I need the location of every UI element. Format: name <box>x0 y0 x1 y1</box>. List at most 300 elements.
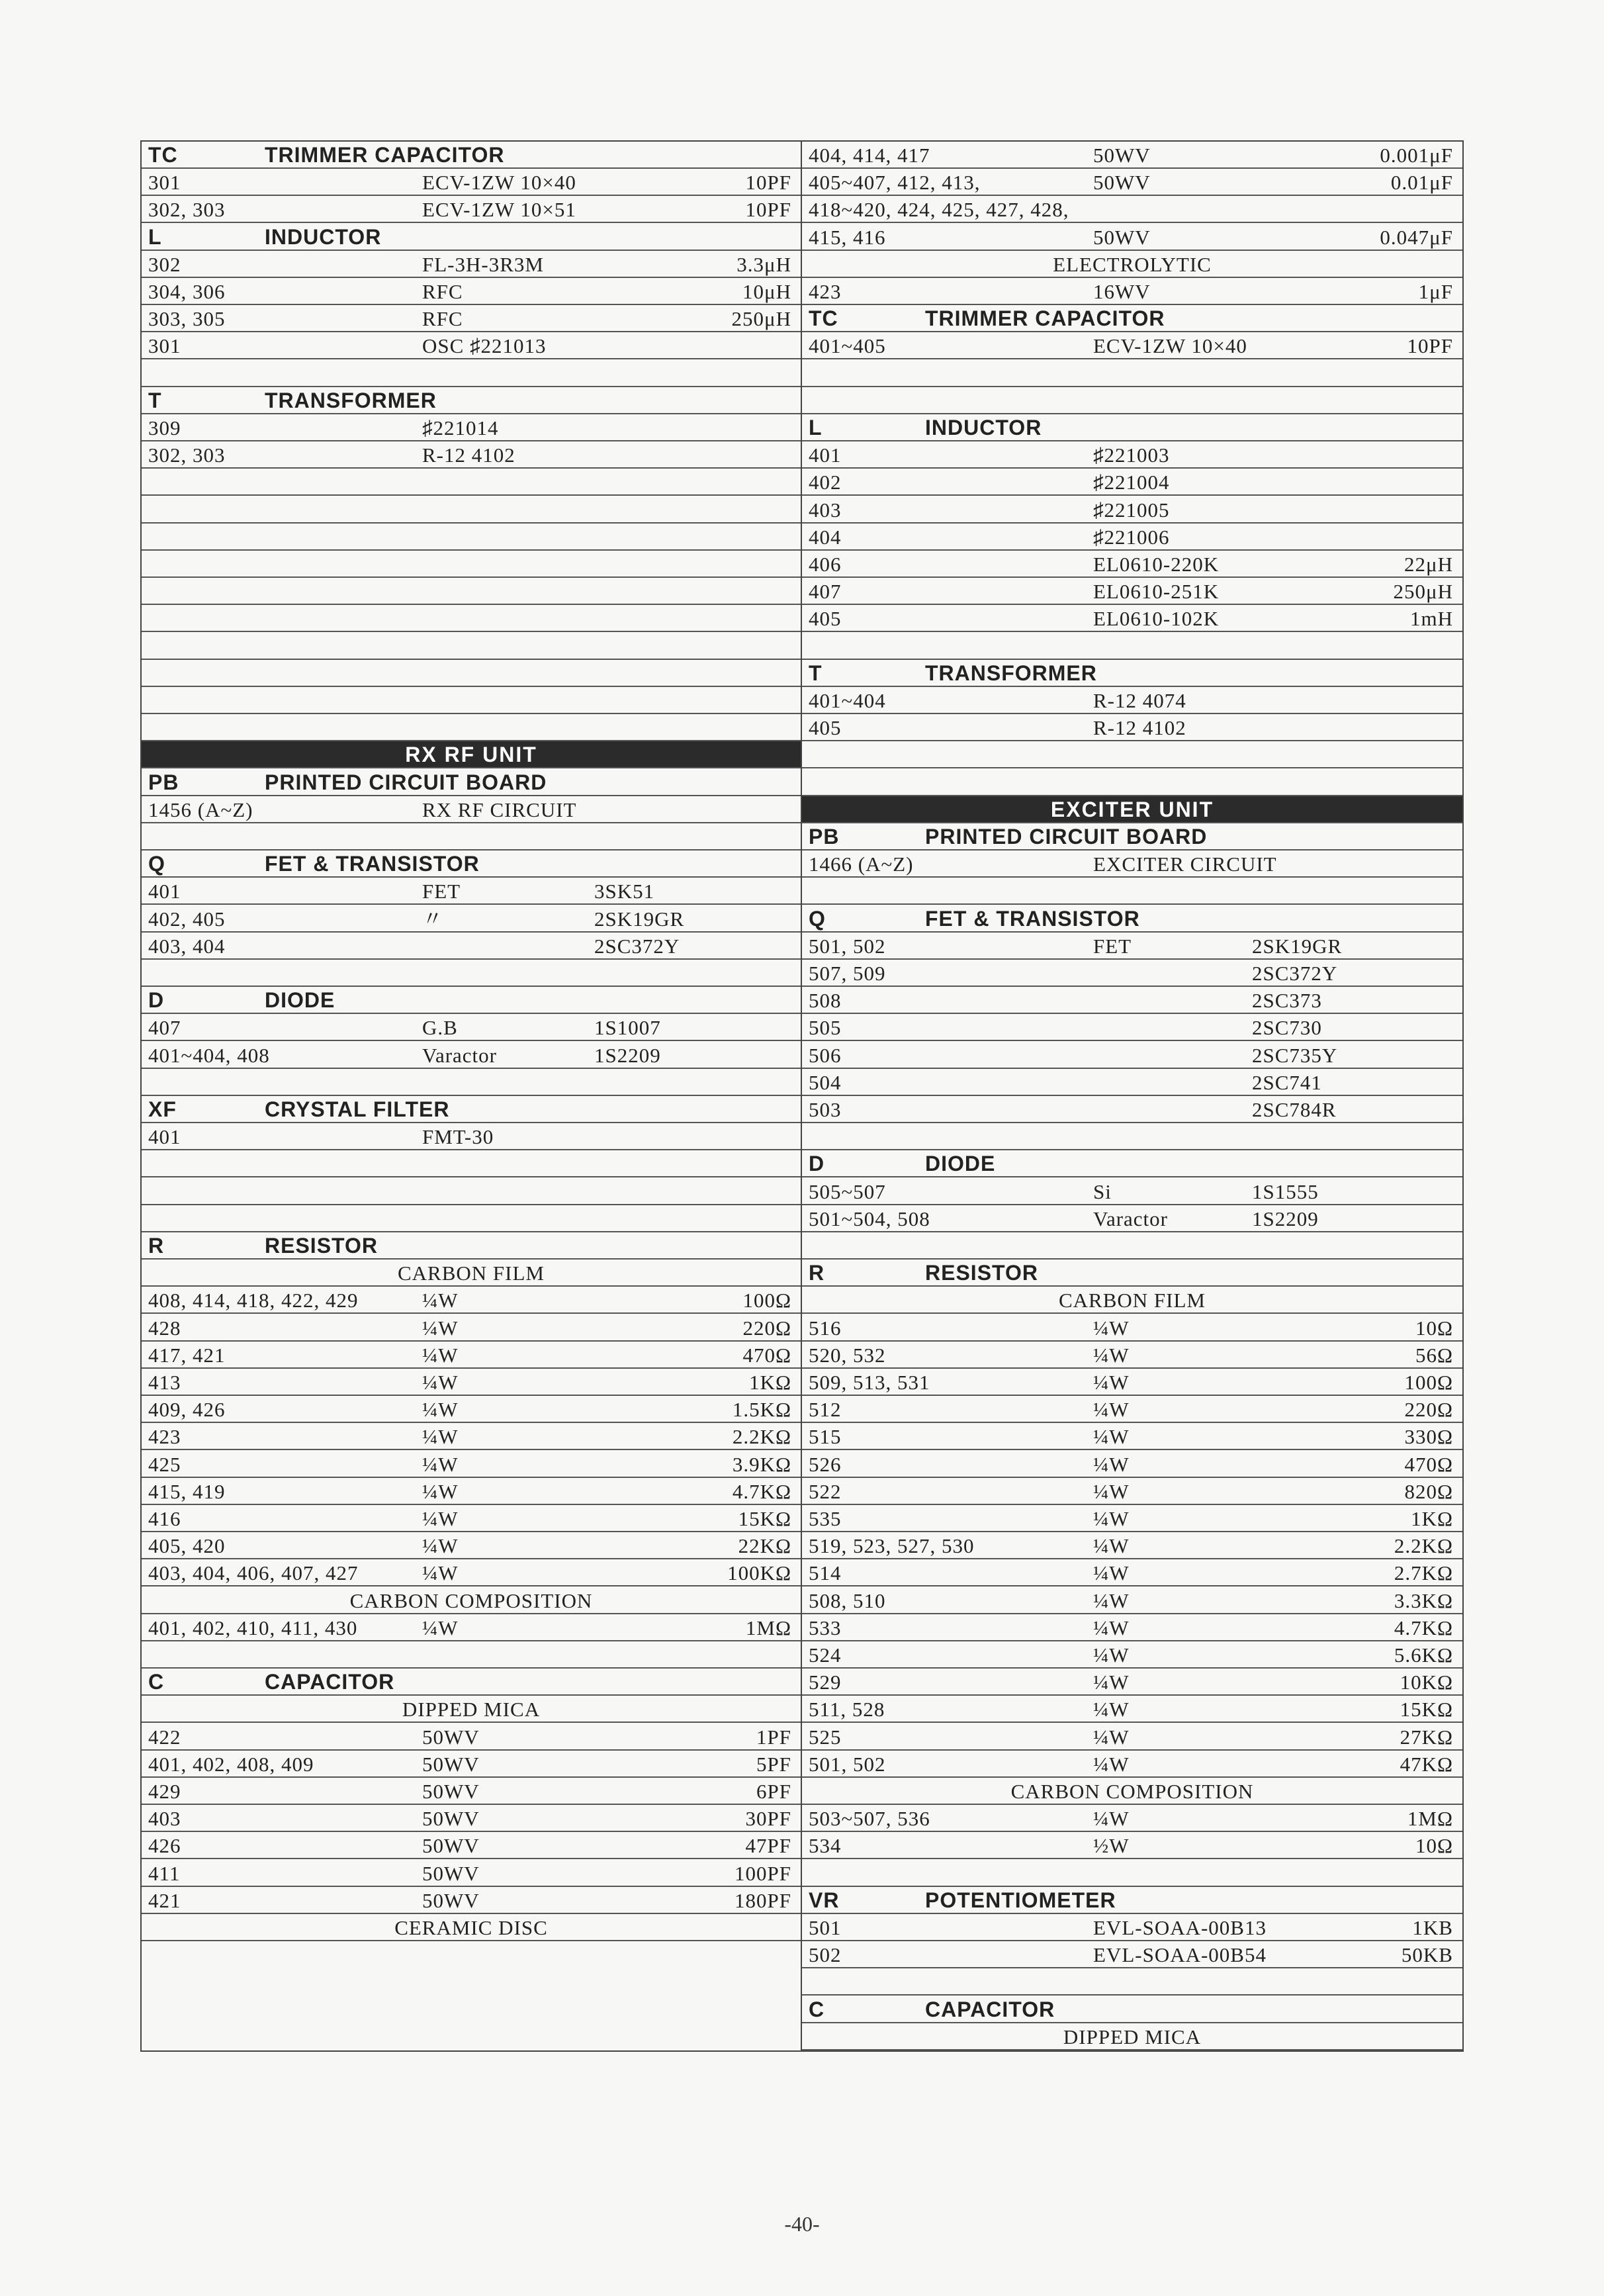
part-value: 2.7KΩ <box>1394 1561 1453 1585</box>
component-subtype-row <box>142 1587 801 1614</box>
part-ref: 529 <box>809 1671 842 1694</box>
part-ref: 405 <box>809 607 842 631</box>
part-ref: 403 <box>809 498 842 522</box>
part-value: 1mH <box>1410 607 1453 631</box>
component-subtype-row <box>142 1696 801 1723</box>
part-ref: 405~407, 412, 413, <box>809 171 981 195</box>
part-value: 470Ω <box>1404 1452 1453 1476</box>
part-row <box>142 1396 801 1423</box>
part-ref: 506 <box>809 1043 842 1067</box>
part-ref: 501 <box>809 1916 842 1939</box>
part-ref: 404 <box>809 525 842 549</box>
part-value: 1.5KΩ <box>732 1398 791 1422</box>
part-value: 2.2KΩ <box>1394 1534 1453 1558</box>
part-row <box>142 1314 801 1342</box>
part-ref: 501, 502 <box>809 1752 886 1776</box>
part-ref: 401, 402, 408, 409 <box>148 1752 314 1776</box>
component-subtype: DIPPED MICA <box>1063 2025 1202 2048</box>
part-spec: ¼W <box>422 1289 459 1312</box>
part-ref: 404, 414, 417 <box>809 144 930 167</box>
part-ref: 534 <box>809 1834 842 1858</box>
part-row <box>142 1559 801 1586</box>
part-ref: 524 <box>809 1643 842 1667</box>
part-spec: 50WV <box>422 1752 480 1776</box>
part-type: 2SC784R <box>1252 1098 1337 1121</box>
part-spec: 50WV <box>1093 144 1151 167</box>
part-row <box>142 633 801 660</box>
part-value: 100KΩ <box>727 1561 791 1585</box>
part-spec: ¼W <box>1093 1725 1130 1749</box>
part-ref: 421 <box>148 1888 181 1912</box>
component-subtype-row <box>142 1914 801 1941</box>
component-subtype: CERAMIC DISC <box>394 1916 548 1939</box>
part-ref: 302, 303 <box>148 198 226 222</box>
part-spec: ¼W <box>422 1343 459 1367</box>
part-spec: ¼W <box>422 1316 459 1340</box>
category-header-row <box>142 1096 801 1123</box>
part-row <box>802 1205 1462 1232</box>
part-row <box>802 332 1462 359</box>
part-ref: 428 <box>148 1316 181 1340</box>
part-type: 2SC373 <box>1252 989 1322 1013</box>
part-spec: ¼W <box>1093 1807 1130 1831</box>
part-spec: EL0610-102K <box>1093 607 1220 631</box>
part-row <box>802 605 1462 632</box>
part-row <box>802 387 1462 414</box>
part-row <box>802 960 1462 987</box>
part-row <box>142 1287 801 1314</box>
part-ref: 508 <box>809 989 842 1013</box>
part-value: 1KΩ <box>1411 1507 1453 1530</box>
part-ref: 1466 (A~Z) <box>809 852 914 876</box>
part-value: 10PF <box>745 171 791 195</box>
part-spec: RX RF CIRCUIT <box>422 798 577 821</box>
category-name: CAPACITOR <box>265 1670 395 1694</box>
category-name: INDUCTOR <box>265 224 382 249</box>
part-type: 2SK19GR <box>594 907 685 931</box>
part-ref: 507, 509 <box>809 962 886 985</box>
category-code: PB <box>148 770 179 794</box>
part-type: 1S1007 <box>594 1016 661 1040</box>
part-ref: 401~404, 408 <box>148 1043 270 1067</box>
part-spec: RFC <box>422 307 463 331</box>
part-value: 3.9KΩ <box>732 1452 791 1476</box>
part-ref: 309 <box>148 416 181 439</box>
part-row <box>802 551 1462 578</box>
part-ref: 402, 405 <box>148 907 226 931</box>
part-spec: ¼W <box>422 1398 459 1422</box>
part-ref: 520, 532 <box>809 1343 886 1367</box>
part-ref: 416 <box>148 1507 181 1530</box>
part-row <box>802 987 1462 1014</box>
part-type: 1S2209 <box>1252 1207 1319 1230</box>
part-row <box>142 196 801 223</box>
parts-list-table <box>140 140 1464 2052</box>
part-ref: 505~507 <box>809 1179 886 1203</box>
part-row <box>802 769 1462 796</box>
part-value: 100PF <box>735 1861 791 1885</box>
part-spec: ¼W <box>422 1561 459 1585</box>
part-ref: 406 <box>809 553 842 576</box>
part-ref: 504 <box>809 1070 842 1094</box>
part-ref: 509, 513, 531 <box>809 1371 930 1394</box>
part-value: 47KΩ <box>1400 1752 1453 1776</box>
unit-title: RX RF UNIT <box>405 743 537 767</box>
category-name: FET & TRANSISTOR <box>265 852 480 876</box>
part-row <box>802 1641 1462 1669</box>
category-header-row <box>142 987 801 1014</box>
part-value: 10μH <box>742 280 791 303</box>
part-spec: ♯221014 <box>422 416 499 439</box>
part-row <box>802 142 1462 169</box>
part-spec: ¼W <box>1093 1398 1130 1422</box>
part-value: 22μH <box>1404 553 1453 576</box>
part-row <box>142 1751 801 1778</box>
category-name: RESISTOR <box>265 1234 378 1258</box>
part-row <box>802 1968 1462 1996</box>
category-header-row <box>142 769 801 796</box>
component-subtype-row <box>802 251 1462 278</box>
part-spec: ¼W <box>422 1452 459 1476</box>
part-ref: 407 <box>148 1016 181 1040</box>
part-row <box>142 1505 801 1532</box>
part-value: 100Ω <box>742 1289 791 1312</box>
part-value: 100Ω <box>1404 1371 1453 1394</box>
part-ref: 519, 523, 527, 530 <box>809 1534 975 1558</box>
part-ref: 525 <box>809 1725 842 1749</box>
part-ref: 303, 305 <box>148 307 226 331</box>
part-row <box>802 1532 1462 1559</box>
part-row <box>802 1751 1462 1778</box>
part-row <box>802 496 1462 524</box>
part-row <box>142 1069 801 1096</box>
category-code: C <box>148 1670 165 1694</box>
part-ref: 514 <box>809 1561 842 1585</box>
part-row <box>142 960 801 987</box>
category-name: PRINTED CIRCUIT BOARD <box>925 825 1208 849</box>
part-ref: 503 <box>809 1098 842 1121</box>
category-header-row <box>802 905 1462 933</box>
part-spec: 〃 <box>422 907 443 931</box>
category-name: TRIMMER CAPACITOR <box>925 306 1165 331</box>
part-row <box>802 1369 1462 1396</box>
part-spec: Si <box>1093 1179 1112 1203</box>
part-ref: 405 <box>809 716 842 740</box>
part-ref: 402 <box>809 471 842 494</box>
part-ref: 407 <box>809 580 842 604</box>
part-value: 1KΩ <box>749 1371 791 1394</box>
part-value: 10Ω <box>1415 1834 1453 1858</box>
part-row <box>142 414 801 441</box>
part-ref: 503~507, 536 <box>809 1807 930 1831</box>
component-subtype-row <box>802 2023 1462 2050</box>
part-spec: ¼W <box>1093 1671 1130 1694</box>
part-row <box>142 332 801 359</box>
part-row <box>142 605 801 632</box>
part-value: 4.7KΩ <box>1394 1616 1453 1639</box>
part-ref: 301 <box>148 334 181 358</box>
component-subtype-row <box>802 1778 1462 1805</box>
part-spec: ¼W <box>1093 1534 1130 1558</box>
part-value: 0.047μF <box>1380 225 1453 249</box>
part-ref: 403, 404 <box>148 934 226 958</box>
category-name: DIODE <box>265 988 335 1013</box>
part-spec: Varactor <box>422 1043 497 1067</box>
part-ref: 535 <box>809 1507 842 1530</box>
part-row <box>142 1860 801 1887</box>
part-spec: ¼W <box>1093 1507 1130 1530</box>
category-code: T <box>809 661 823 685</box>
category-header-row <box>802 1150 1462 1177</box>
part-spec: ECV-1ZW 10×40 <box>1093 334 1247 358</box>
part-spec: FET <box>1093 934 1132 958</box>
category-name: CAPACITOR <box>925 1997 1055 2021</box>
part-row <box>142 1805 801 1832</box>
part-value: 820Ω <box>1404 1479 1453 1503</box>
part-row <box>802 169 1462 196</box>
part-row <box>142 905 801 933</box>
category-header-row <box>142 224 801 251</box>
part-spec: ¼W <box>422 1507 459 1530</box>
part-row <box>802 741 1462 768</box>
part-spec: ¼W <box>1093 1343 1130 1367</box>
part-row <box>142 1532 801 1559</box>
part-spec: R-12 4102 <box>1093 716 1186 740</box>
part-value: 1MΩ <box>745 1616 791 1639</box>
part-row <box>802 1123 1462 1150</box>
part-value: 30PF <box>745 1807 791 1831</box>
part-row <box>142 1042 801 1069</box>
part-row <box>142 1478 801 1505</box>
part-row <box>142 1614 801 1641</box>
part-value: 180PF <box>735 1888 791 1912</box>
part-value: 6PF <box>756 1780 791 1803</box>
category-name: FET & TRANSISTOR <box>925 906 1140 931</box>
part-row <box>802 1042 1462 1069</box>
category-name: TRANSFORMER <box>925 661 1097 685</box>
part-spec: ¼W <box>1093 1698 1130 1722</box>
part-row <box>802 1860 1462 1887</box>
part-spec: FET <box>422 880 461 903</box>
part-ref: 401 <box>809 443 842 467</box>
part-row <box>142 496 801 524</box>
part-ref: 429 <box>148 1780 181 1803</box>
part-type: 1S1555 <box>1252 1179 1319 1203</box>
category-name: TRIMMER CAPACITOR <box>265 143 505 167</box>
category-code: D <box>809 1152 825 1176</box>
part-spec: ¼W <box>1093 1425 1130 1449</box>
component-subtype: ELECTROLYTIC <box>1053 252 1212 276</box>
part-value: 220Ω <box>742 1316 791 1340</box>
part-spec: Varactor <box>1093 1207 1168 1230</box>
part-spec: 16WV <box>1093 280 1151 303</box>
part-spec: ♯221003 <box>1093 443 1170 467</box>
part-spec: EL0610-251K <box>1093 580 1220 604</box>
part-type: 1S2209 <box>594 1043 661 1067</box>
part-spec: 50WV <box>422 1861 480 1885</box>
part-value: 3.3μH <box>736 252 791 276</box>
category-code: PB <box>809 825 840 849</box>
part-row <box>802 1396 1462 1423</box>
part-spec: 50WV <box>422 1834 480 1858</box>
part-value: 3.3KΩ <box>1394 1588 1453 1612</box>
part-row <box>142 1641 801 1669</box>
part-row <box>802 933 1462 960</box>
part-ref: 403, 404, 406, 407, 427 <box>148 1561 359 1585</box>
part-spec: ¼W <box>1093 1643 1130 1667</box>
unit-title: EXCITER UNIT <box>1050 797 1214 821</box>
part-ref: 403 <box>148 1807 181 1831</box>
part-spec: R-12 4074 <box>1093 689 1186 712</box>
part-row <box>142 1832 801 1859</box>
part-ref: 401 <box>148 1125 181 1149</box>
part-row <box>142 714 801 741</box>
part-type: 2SC372Y <box>1252 962 1338 985</box>
part-value: 330Ω <box>1404 1425 1453 1449</box>
part-spec: 50WV <box>422 1888 480 1912</box>
part-row <box>142 1150 801 1177</box>
part-value: 2.2KΩ <box>732 1425 791 1449</box>
part-ref: 405, 420 <box>148 1534 226 1558</box>
part-row <box>142 1205 801 1232</box>
part-row <box>142 1342 801 1369</box>
category-name: CRYSTAL FILTER <box>265 1097 450 1121</box>
part-value: 10KΩ <box>1400 1671 1453 1694</box>
part-row <box>142 469 801 496</box>
part-spec: ¼W <box>422 1371 459 1394</box>
category-header-row <box>142 850 801 878</box>
part-spec: ¼W <box>422 1479 459 1503</box>
part-type: 2SC730 <box>1252 1016 1322 1040</box>
part-ref: 423 <box>148 1425 181 1449</box>
category-header-row <box>802 414 1462 441</box>
part-row <box>802 714 1462 741</box>
part-row <box>802 1451 1462 1478</box>
part-ref: 418~420, 424, 425, 427, 428, <box>809 198 1069 222</box>
category-code: L <box>148 224 162 249</box>
part-ref: 413 <box>148 1371 181 1394</box>
part-row <box>142 1778 801 1805</box>
part-value: 56Ω <box>1415 1343 1453 1367</box>
part-type: 3SK51 <box>594 880 655 903</box>
part-row <box>802 1342 1462 1369</box>
category-header-row <box>802 305 1462 332</box>
part-spec: ECV-1ZW 10×51 <box>422 198 576 222</box>
category-name: PRINTED CIRCUIT BOARD <box>265 770 547 794</box>
part-row <box>142 1423 801 1450</box>
part-row <box>142 1014 801 1041</box>
part-ref: 505 <box>809 1016 842 1040</box>
component-subtype-row <box>802 1287 1462 1314</box>
part-ref: 415, 419 <box>148 1479 226 1503</box>
part-row <box>142 169 801 196</box>
part-row <box>142 1123 801 1150</box>
part-row <box>802 469 1462 496</box>
part-row <box>142 1723 801 1751</box>
part-row <box>142 551 801 578</box>
category-header-row <box>802 1260 1462 1287</box>
component-subtype: CARBON FILM <box>397 1262 545 1285</box>
part-spec: ¼W <box>1093 1752 1130 1776</box>
part-ref: 401~404 <box>809 689 886 712</box>
part-value: 15KΩ <box>1400 1698 1453 1722</box>
part-row <box>802 878 1462 905</box>
category-name: DIODE <box>925 1152 996 1176</box>
part-ref: 426 <box>148 1834 181 1858</box>
part-row <box>142 278 801 305</box>
part-spec: ¼W <box>1093 1588 1130 1612</box>
part-ref: 533 <box>809 1616 842 1639</box>
part-value: 220Ω <box>1404 1398 1453 1422</box>
part-spec: ¼W <box>422 1534 459 1558</box>
category-code: Q <box>148 852 165 876</box>
category-name: POTENTIOMETER <box>925 1888 1116 1912</box>
part-row <box>802 1587 1462 1614</box>
category-code: XF <box>148 1097 177 1121</box>
part-row <box>142 823 801 850</box>
part-row <box>142 933 801 960</box>
parts-column-left <box>142 142 802 2050</box>
part-spec: R-12 4102 <box>422 443 515 467</box>
part-ref: 422 <box>148 1725 181 1749</box>
part-row <box>142 687 801 714</box>
part-spec: EVL-SOAA-00B54 <box>1093 1943 1267 1967</box>
category-code: R <box>809 1261 825 1285</box>
part-row <box>802 1178 1462 1205</box>
part-ref: 511, 528 <box>809 1698 885 1722</box>
category-code: T <box>148 388 162 412</box>
part-ref: 508, 510 <box>809 1588 886 1612</box>
part-ref: 408, 414, 418, 422, 429 <box>148 1289 359 1312</box>
part-row <box>142 305 801 332</box>
unit-section-band <box>142 741 801 768</box>
part-type: 2SC735Y <box>1252 1043 1338 1067</box>
part-value: 470Ω <box>742 1343 791 1367</box>
part-spec: FMT-30 <box>422 1125 494 1149</box>
part-spec: 50WV <box>422 1780 480 1803</box>
part-ref: 401, 402, 410, 411, 430 <box>148 1616 358 1639</box>
part-spec: ♯221004 <box>1093 471 1170 494</box>
part-row <box>142 524 801 551</box>
category-code: R <box>148 1234 165 1258</box>
part-value: 50KB <box>1401 1943 1453 1967</box>
part-row <box>802 687 1462 714</box>
part-row <box>802 1314 1462 1342</box>
part-type: 2SC741 <box>1252 1070 1322 1094</box>
part-value: 1MΩ <box>1407 1807 1453 1831</box>
part-row <box>802 1914 1462 1941</box>
part-spec: ECV-1ZW 10×40 <box>422 171 576 195</box>
category-header-row <box>142 387 801 414</box>
category-name: RESISTOR <box>925 1261 1038 1285</box>
part-row <box>802 224 1462 251</box>
part-value: 1PF <box>756 1725 791 1749</box>
part-row <box>142 441 801 469</box>
part-ref: 522 <box>809 1479 842 1503</box>
part-ref: 501, 502 <box>809 934 886 958</box>
part-row <box>142 660 801 687</box>
component-subtype: CARBON COMPOSITION <box>1010 1780 1254 1803</box>
category-code: D <box>148 988 165 1013</box>
part-row <box>802 1069 1462 1096</box>
part-spec: ¼W <box>1093 1452 1130 1476</box>
part-value: 27KΩ <box>1400 1725 1453 1749</box>
part-type: 2SK19GR <box>1252 934 1343 958</box>
part-row <box>802 1805 1462 1832</box>
part-ref: 417, 421 <box>148 1343 226 1367</box>
part-value: 1KB <box>1412 1916 1453 1939</box>
part-spec: 50WV <box>1093 225 1151 249</box>
